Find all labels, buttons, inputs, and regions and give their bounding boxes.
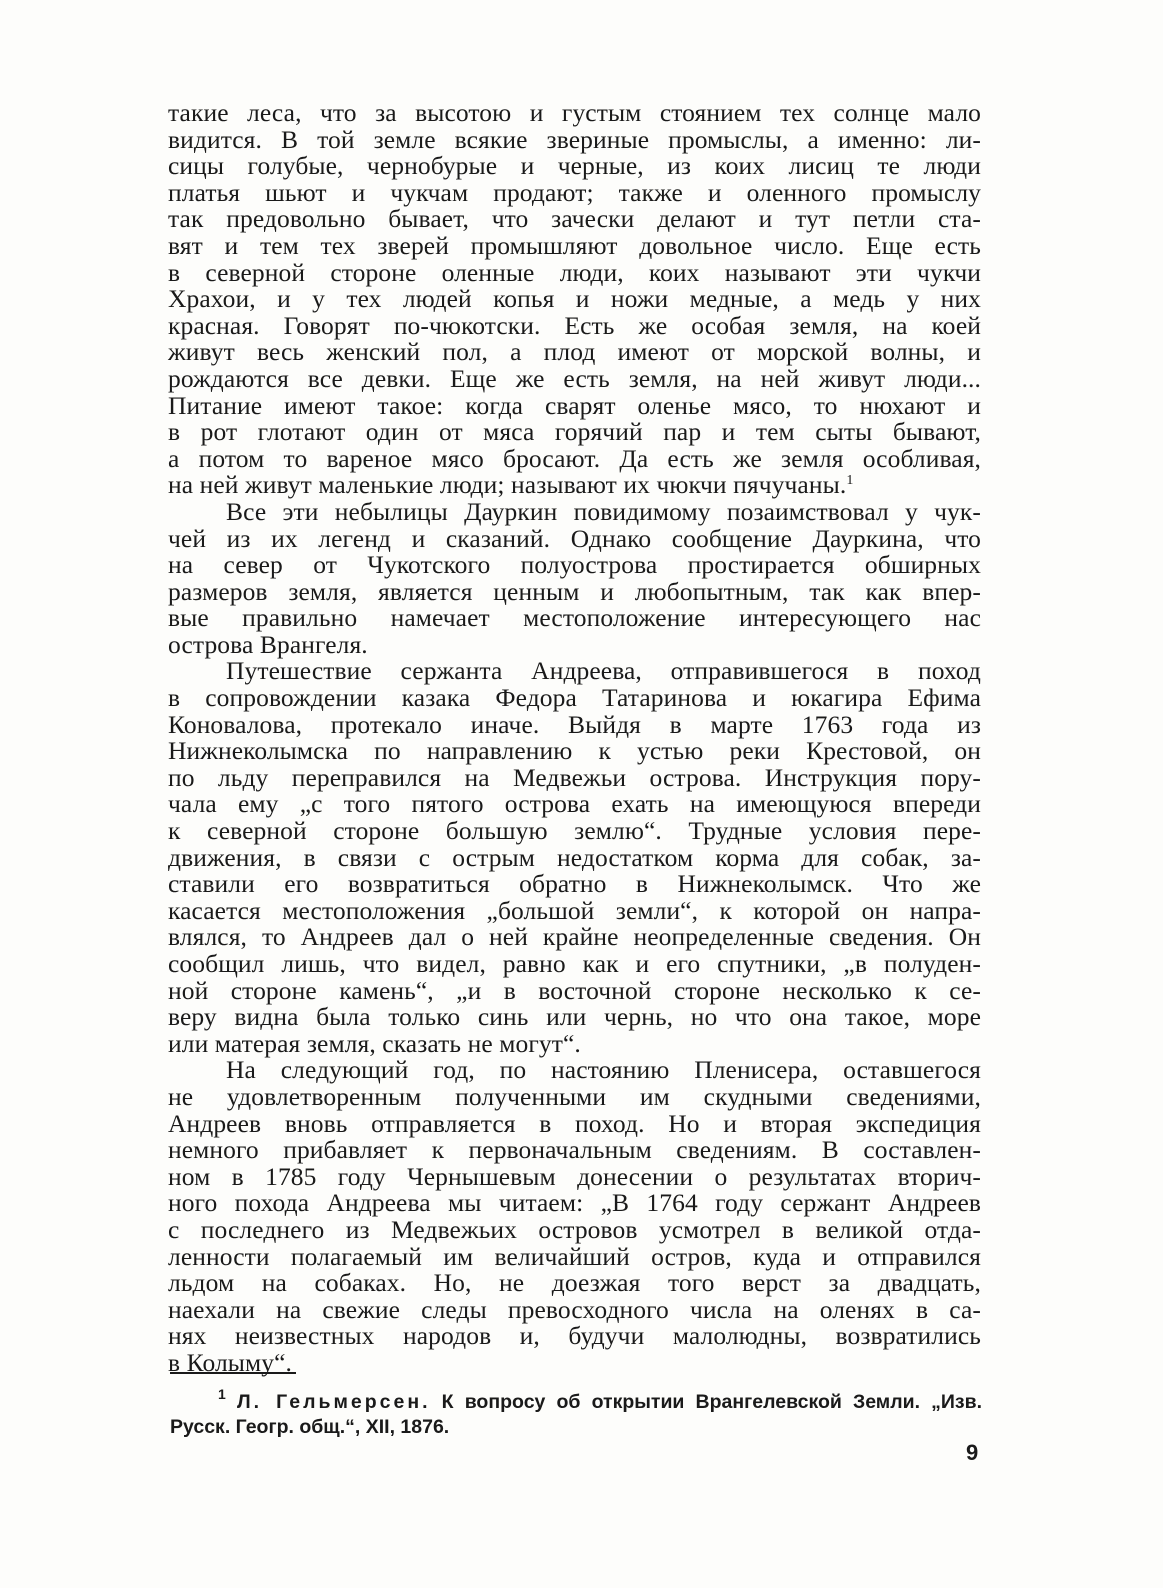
text-line: красная. Говорят по-чюкотски. Есть же особая земля, на коей [168, 310, 981, 340]
text-line: ного похода Андреева мы читаем: „В 1764 году сержант Андреев [168, 1188, 981, 1218]
footnote-line: Русск. Геогр. общ.“, XII, 1876. [170, 1416, 450, 1438]
text-line: с последнего из Медвежьих островов усмотрел в великой отда- [168, 1214, 981, 1244]
text-line: к северной стороне большую землю“. Трудные условия пере- [168, 816, 981, 846]
footnote [170, 1386, 983, 1440]
text-line: влялся, то Андреев дал о ней крайне неопределенные сведения. Он [168, 922, 981, 952]
footnote-author: Л. Гельмерсен. [236, 1391, 431, 1413]
text-line: ной стороне камень“, „и в восточной стороне несколько к се- [168, 975, 981, 1005]
text-line [168, 1057, 981, 1084]
text-line: сицы голубые, чернобурые и черные, из коих лисиц те люди [168, 151, 981, 181]
text-line: а потом то вареное мясо бросают. Да есть же земля особливая, [168, 443, 981, 473]
text-line: острова Врангеля. [168, 629, 368, 659]
text-line: Коновалова, протекало иначе. Выйдя в марте 1763 года из [168, 709, 981, 739]
text-line: в сопровождении казака Федора Татаринова и юкагира Ефима [168, 683, 981, 713]
text-line: так предовольно бывает, что зачески делают и тут петли ста- [168, 204, 981, 234]
text-line: нях неизвестных народов и, будучи малолюдны, возвратились [168, 1321, 981, 1351]
text-line: в Колыму“. [168, 1347, 293, 1377]
text-line: наехали на свежие следы превосходного числа на оленях в са- [168, 1294, 981, 1324]
footnote-line [170, 1386, 983, 1415]
text-line: немного прибавляет к первоначальным сведениям. В составлен- [168, 1135, 981, 1165]
footnote-title: К вопросу об открытии Врангелевской Земли. „Изв. [441, 1391, 983, 1413]
text-line: веру видна была только синь или чернь, но что она такое, море [168, 1002, 981, 1032]
text-line-content: Путешествие сержанта Андреева, отправившегося в поход [226, 656, 981, 686]
text-line-content: на ней живут маленькие люди; называют их чюкчи пячучаны. [168, 470, 847, 500]
text-line: движения, в связи с острым недостатком корма для собак, за- [168, 842, 981, 872]
paragraph-1 [168, 100, 981, 499]
text-line: размеров земля, является ценным и любопытным, так как впер- [168, 576, 981, 606]
paragraph-4 [168, 1057, 981, 1376]
text-line: касается местоположения „большой земли“, к которой он напра- [168, 895, 981, 925]
text-line: в рот глотают один от мяса горячий пар и тем сыты бывают, [168, 417, 981, 447]
text-line-content: На следующий год, по настоянию Пленисера, оставшегося [226, 1055, 981, 1085]
text-line: сообщил лишь, что видел, равно как и его спутники, „в полуден- [168, 949, 981, 978]
text-line: живут весь женский пол, а плод имеют от морской волны, и [168, 337, 981, 367]
text-line: Питание имеют такое: когда сварят оленье мясо, то нюхают и [168, 390, 981, 420]
text-line: видится. В той земле всякие звериные промыслы, а именно: ли- [168, 124, 981, 154]
text-line: рождаются все девки. Еще же есть земля, на ней живут люди... [168, 363, 981, 393]
text-line: чала ему „с того пятого острова ехать на имеющуюся впереди [168, 789, 981, 819]
text-line: Храхои, и у тех людей копья и ножи медные, а медь у них [168, 284, 981, 314]
main-text [168, 100, 981, 1377]
text-line: или матерая земля, сказать не могут“. [168, 1028, 581, 1058]
paragraph-2 [168, 496, 981, 659]
text-line [168, 496, 981, 526]
text-line: чей из их легенд и сказаний. Однако сообщение Дауркина, что [168, 523, 981, 553]
text-line: не удовлетворенным полученными им скудными сведениями, [168, 1081, 981, 1111]
page-number: 9 [966, 1440, 979, 1465]
text-line: в северной стороне оленные люди, коих называют эти чукчи [168, 257, 981, 287]
text-line: Андреев вновь отправляется в поход. Но и вторая экспедиция [168, 1108, 981, 1138]
footnote-divider [170, 1372, 296, 1374]
text-line: вые правильно намечает местоположение интересующего нас [168, 603, 981, 633]
text-line [168, 658, 981, 685]
text-line [168, 472, 981, 499]
text-line: ставили его возвратиться обратно в Нижнеколымск. Что же [168, 869, 981, 899]
text-line: льдом на собаках. Но, не доезжая того верст за двадцать, [168, 1268, 981, 1298]
paragraph-3 [168, 658, 981, 1057]
text-line-content: Все эти небылицы Дауркин повидимому позаимствовал у чук- [226, 496, 981, 526]
text-line: платья шьют и чукчам продают; также и оленного промыслу [168, 177, 981, 207]
text-line: на север от Чукотского полуострова простирается обширных [168, 550, 981, 580]
footnote-reference[interactable]: 1 [846, 473, 854, 489]
text-line: по льду переправился на Медвежьи острова. Инструкция пору- [168, 762, 981, 792]
footnote-mark: 1 [218, 1386, 226, 1402]
text-line: Нижнеколымска по направлению к устью реки Крестовой, он [168, 736, 981, 766]
text-line: ленности полагаемый им величайший остров, куда и отправился [168, 1241, 981, 1271]
text-line: вят и тем тех зверей промышляют довольное число. Еще есть [168, 230, 981, 260]
text-line: такие леса, что за высотою и густым стоянием тех солнце мало [168, 98, 981, 127]
text-line: ном в 1785 году Чернышевым донесении о результатах вторич- [168, 1161, 981, 1191]
